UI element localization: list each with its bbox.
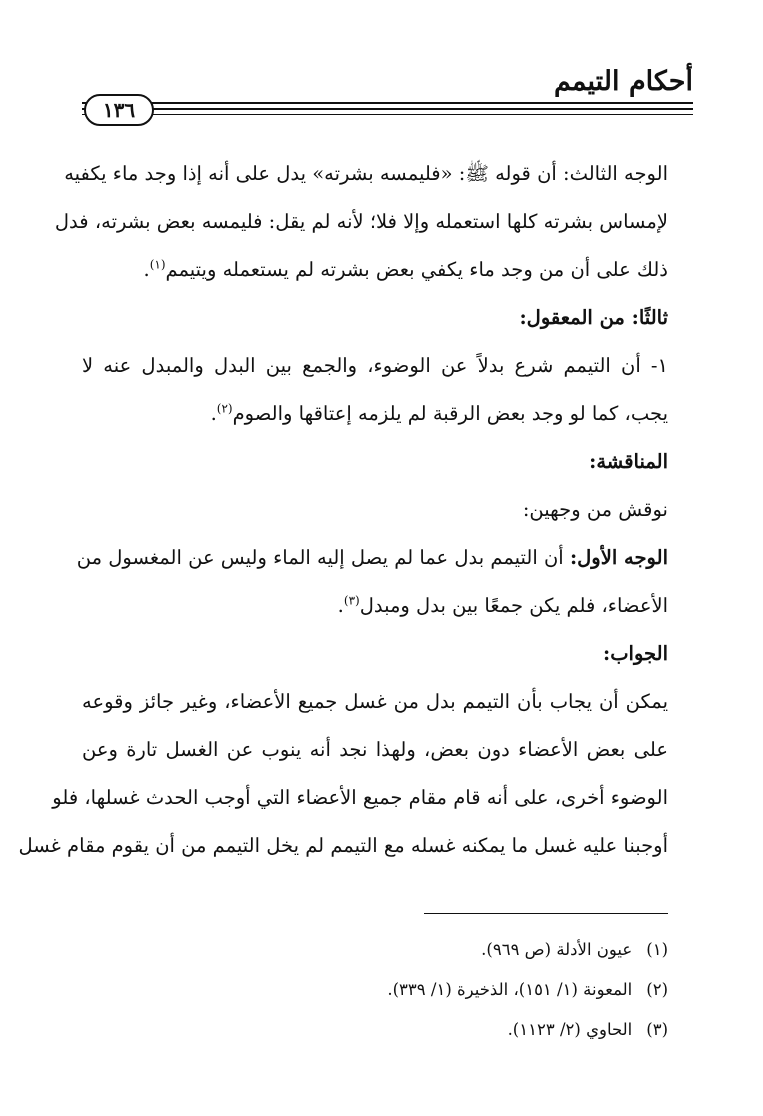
text-line-content: أن التيمم بدل عما لم يصل إليه الماء وليس عن المغسول من	[76, 546, 564, 569]
footnote-ref-2: (٢)	[216, 401, 233, 416]
text-line: الوجه الثالث: أن قوله ﷺ: «فليمسه بشرته» يدل على أنه إذا وجد ماء يكفيه	[64, 162, 668, 185]
text-line-content: يجب، كما لو وجد بعض الرقبة لم يلزمه إعتاقها والصوم	[232, 402, 668, 425]
section-heading: ثالثًا: من المعقول:	[519, 306, 668, 329]
subheading-discussion: المناقشة:	[589, 450, 668, 473]
text-line: يمكن أن يجاب بأن التيمم بدل من غسل جميع الأعضاء، وغير جائز وقوعه	[82, 690, 668, 713]
header-rule-middle	[82, 108, 693, 110]
sentence-end: .	[143, 258, 150, 281]
footnotes	[82, 930, 668, 1050]
footnote-number: (٣)	[646, 1020, 668, 1039]
footnote-separator	[424, 913, 668, 914]
text-line: لإمساس بشرته كلها استعمله وإلا فلا؛ لأنه لم يقل: فليمسه بعض بشرته، فدل	[54, 210, 668, 233]
inline-heading: الوجه الأول:	[569, 546, 668, 569]
text-line	[76, 534, 668, 582]
text-line	[82, 246, 668, 294]
text-line-content: الأعضاء، فلم يكن جمعًا بين بدل ومبدل	[359, 594, 668, 617]
text-line	[82, 390, 668, 438]
text-line: أوجبنا عليه غسل ما يمكنه غسله مع التيمم لم يخل التيمم من أن يقوم مقام غسل	[18, 834, 668, 857]
footnote-ref-1: (١)	[149, 257, 166, 272]
footnote-number: (٢)	[646, 980, 668, 999]
text-line: ١- أن التيمم شرع بدلاً عن الوضوء، والجمع بين البدل والمبدل عنه لا	[82, 354, 668, 377]
header-rule-top	[82, 102, 693, 104]
page-number: ١٣٦	[102, 98, 136, 122]
text-line: الوضوء أخرى، على أنه قام مقام جميع الأعضاء التي أوجب الحدث غسلها، فلو	[52, 786, 668, 809]
text-line: نوقش من وجهين:	[522, 498, 668, 521]
text-line: على بعض الأعضاء دون بعض، ولهذا نجد أنه ينوب عن الغسل تارة وعن	[82, 738, 668, 761]
footnote-text: الحاوي (٢/ ١١٢٣).	[507, 1020, 633, 1039]
footnote	[82, 1010, 668, 1050]
page-number-badge	[84, 94, 154, 126]
footnote-text: عيون الأدلة (ص ٩٦٩).	[481, 940, 633, 959]
header-rule-bottom	[82, 114, 693, 115]
footnote	[82, 970, 668, 1010]
main-text	[18, 150, 668, 870]
footnote-text: المعونة (١/ ١٥١)، الذخيرة (١/ ٣٣٩).	[387, 980, 633, 999]
running-title: أحكام التيمم	[553, 66, 693, 97]
sentence-end: .	[337, 594, 344, 617]
subheading-answer: الجواب:	[603, 642, 668, 665]
text-line	[82, 582, 668, 630]
footnote-number: (١)	[646, 940, 668, 959]
footnote-ref-3: (٣)	[343, 593, 360, 608]
sentence-end: .	[210, 402, 217, 425]
text-line-content: ذلك على أن من وجد ماء يكفي بعض بشرته لم يستعمله ويتيمم	[165, 258, 668, 281]
footnote	[82, 930, 668, 970]
